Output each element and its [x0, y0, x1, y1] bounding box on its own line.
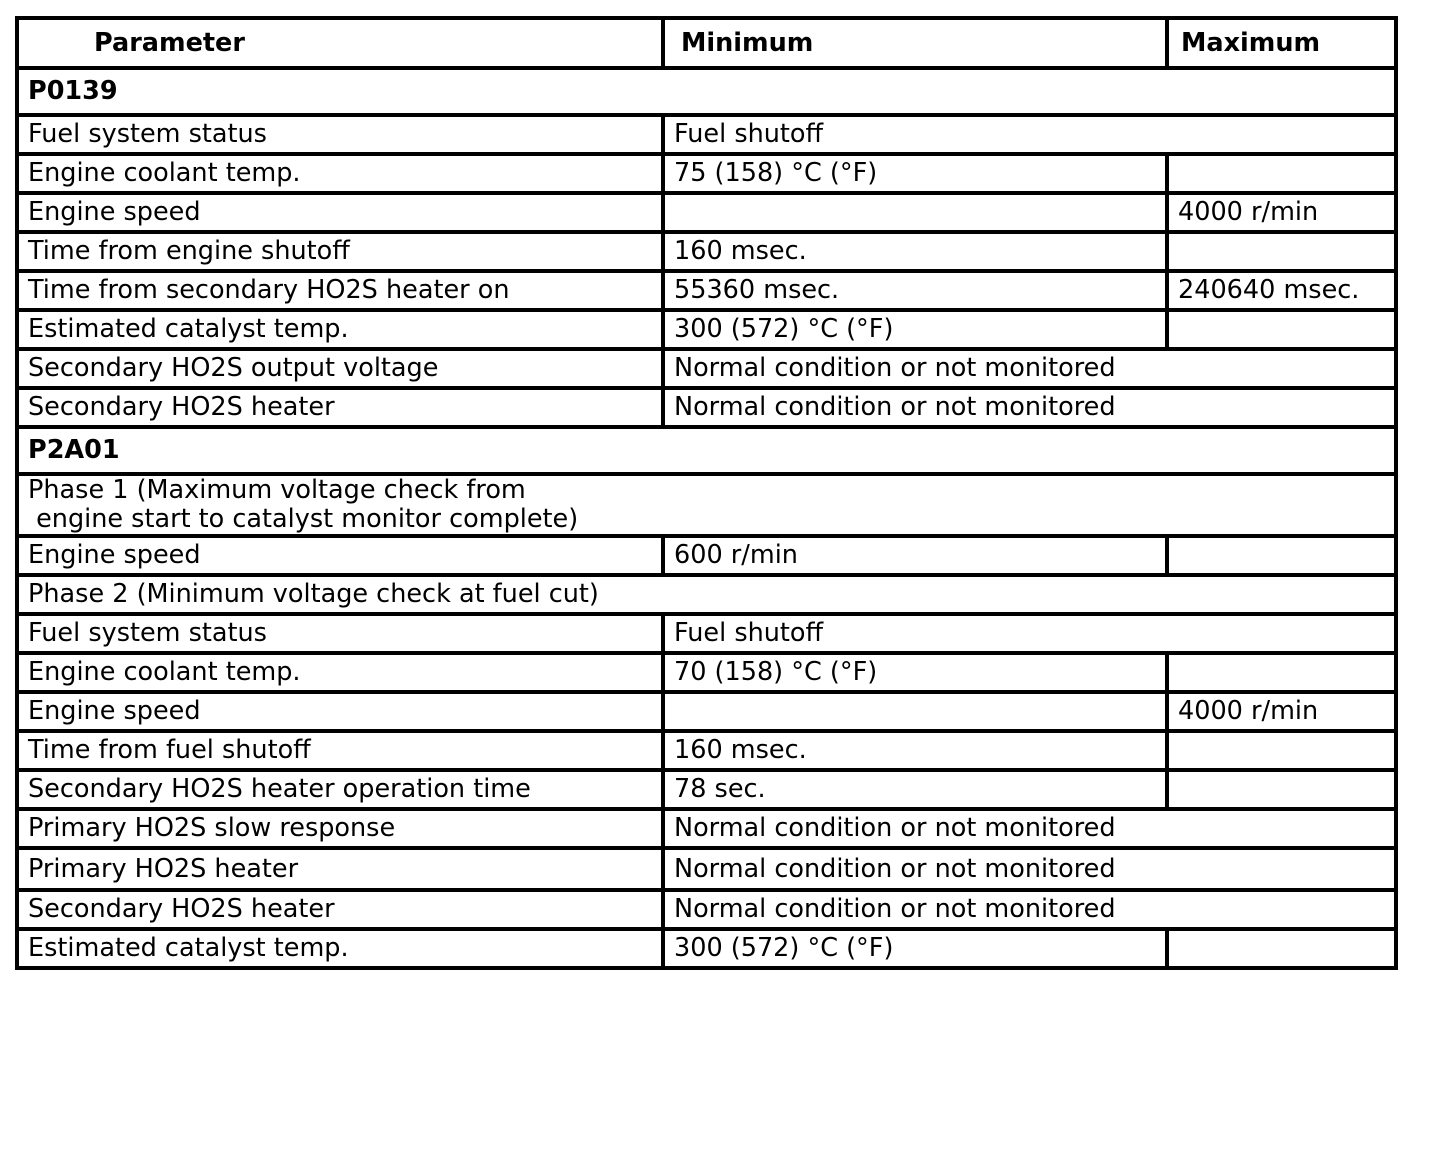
table-row: [17, 388, 1396, 427]
table-row: [17, 349, 1396, 388]
param-cell: Secondary HO2S heater: [17, 388, 663, 427]
max-cell: [1167, 929, 1396, 968]
table-row: [17, 809, 1396, 848]
phase-1-label: [17, 474, 1396, 536]
min-cell: [663, 692, 1167, 731]
table-row: [17, 770, 1396, 809]
max-cell: [1167, 232, 1396, 271]
table-row: [17, 536, 1396, 575]
max-cell: [1167, 770, 1396, 809]
header-minimum: Minimum: [663, 18, 1167, 68]
max-cell: 4000 r/min: [1167, 692, 1396, 731]
max-cell: [1167, 731, 1396, 770]
table-row: [17, 848, 1396, 890]
phase-row-1: [17, 474, 1396, 536]
param-cell: Engine speed: [17, 193, 663, 232]
max-cell: [1167, 653, 1396, 692]
param-cell: Engine speed: [17, 692, 663, 731]
param-cell: Secondary HO2S heater operation time: [17, 770, 663, 809]
min-cell: Fuel shutoff: [663, 115, 1396, 154]
min-cell: 300 (572) °C (°F): [663, 310, 1167, 349]
header-row: [17, 18, 1396, 68]
max-cell: 4000 r/min: [1167, 193, 1396, 232]
min-cell: 78 sec.: [663, 770, 1167, 809]
min-cell: Normal condition or not monitored: [663, 349, 1396, 388]
param-cell: Secondary HO2S heater: [17, 890, 663, 929]
phase-1-line-2: engine start to catalyst monitor complete): [36, 504, 579, 534]
param-cell: Time from secondary HO2S heater on: [17, 271, 663, 310]
phase-row-2: [17, 575, 1396, 614]
min-cell: 160 msec.: [663, 232, 1167, 271]
table-row: [17, 193, 1396, 232]
param-cell: Engine coolant temp.: [17, 653, 663, 692]
param-cell: Engine speed: [17, 536, 663, 575]
phase-1-line-1: Phase 1 (Maximum voltage check from: [28, 475, 526, 505]
param-cell: Primary HO2S slow response: [17, 809, 663, 848]
table-row: [17, 310, 1396, 349]
header-parameter: Parameter: [17, 18, 663, 68]
table-row: [17, 731, 1396, 770]
max-cell: 240640 msec.: [1167, 271, 1396, 310]
min-cell: 160 msec.: [663, 731, 1167, 770]
header-maximum: Maximum: [1167, 18, 1396, 68]
param-cell: Fuel system status: [17, 115, 663, 154]
min-cell: Normal condition or not monitored: [663, 809, 1396, 848]
param-cell: Estimated catalyst temp.: [17, 929, 663, 968]
table-row: [17, 614, 1396, 653]
max-cell: [1167, 310, 1396, 349]
min-cell: Fuel shutoff: [663, 614, 1396, 653]
table-row: [17, 232, 1396, 271]
max-cell: [1167, 154, 1396, 193]
min-cell: 300 (572) °C (°F): [663, 929, 1167, 968]
section-row-p0139: [17, 68, 1396, 115]
param-cell: Time from fuel shutoff: [17, 731, 663, 770]
table-row: [17, 271, 1396, 310]
table-row: [17, 115, 1396, 154]
min-cell: Normal condition or not monitored: [663, 848, 1396, 890]
param-cell: Fuel system status: [17, 614, 663, 653]
table-row: [17, 154, 1396, 193]
section-row-p2a01: [17, 427, 1396, 474]
table-row: [17, 929, 1396, 968]
min-cell: Normal condition or not monitored: [663, 890, 1396, 929]
min-cell: Normal condition or not monitored: [663, 388, 1396, 427]
table-row: [17, 653, 1396, 692]
param-cell: Estimated catalyst temp.: [17, 310, 663, 349]
section-code: P2A01: [17, 427, 1396, 474]
max-cell: [1167, 536, 1396, 575]
table-row: [17, 692, 1396, 731]
parameter-table: [15, 16, 1398, 970]
min-cell: 55360 msec.: [663, 271, 1167, 310]
table-row: [17, 890, 1396, 929]
param-cell: Engine coolant temp.: [17, 154, 663, 193]
phase-2-label: Phase 2 (Minimum voltage check at fuel cut): [17, 575, 1396, 614]
min-cell: 75 (158) °C (°F): [663, 154, 1167, 193]
min-cell: 600 r/min: [663, 536, 1167, 575]
min-cell: 70 (158) °C (°F): [663, 653, 1167, 692]
min-cell: [663, 193, 1167, 232]
param-cell: Time from engine shutoff: [17, 232, 663, 271]
param-cell: Primary HO2S heater: [17, 848, 663, 890]
param-cell: Secondary HO2S output voltage: [17, 349, 663, 388]
section-code: P0139: [17, 68, 1396, 115]
